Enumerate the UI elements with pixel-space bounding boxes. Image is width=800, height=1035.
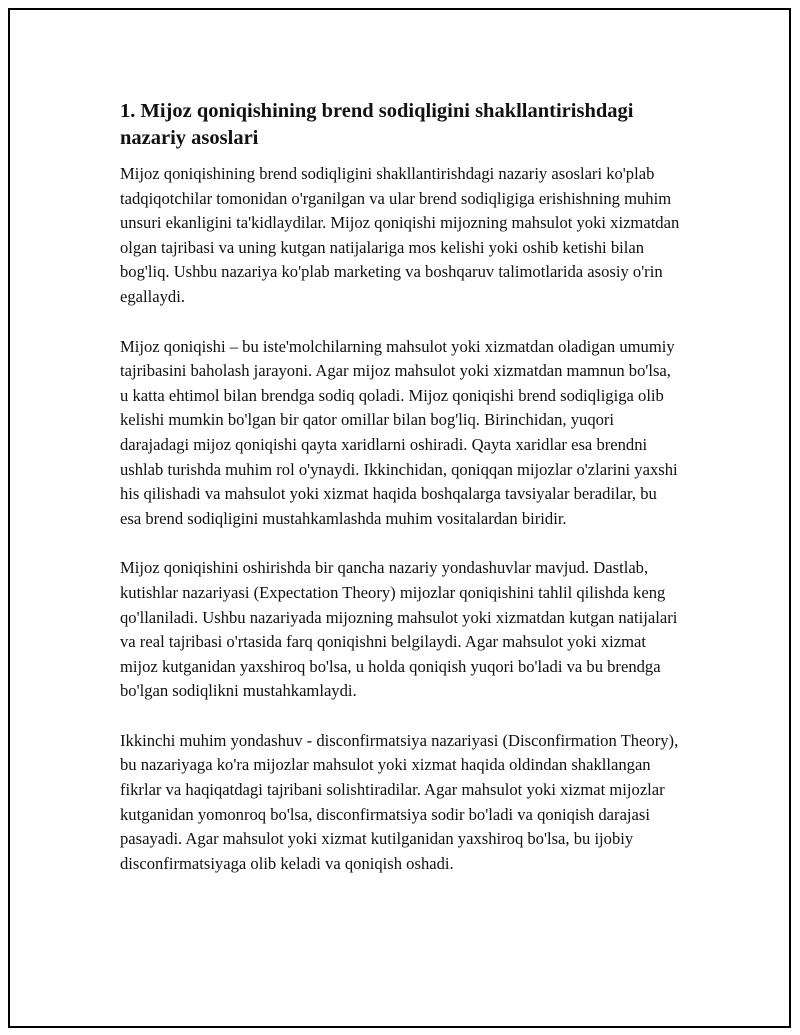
paragraph-4: Ikkinchi muhim yondashuv - disconfirmatsiya nazariyasi (Disconfirmation Theory), bu nazariyaga ko'ra mijozlar mahsulot yoki xizmat haqida oldindan shakllangan fikrlar va haqiqatdagi tajribani solishtiradilar. Agar mahsulot yoki xizmat mijozlar kutganidan yomonroq bo'lsa, disconfirmatsiya sodir bo'ladi va qoniqish darajasi pasayadi. Agar mahsulot yoki xizmat kutilganidan yaxshiroq bo'lsa, bu ijobiy disconfirmatsiyaga olib keladi va qoniqish oshadi.	[120, 730, 679, 873]
paragraph-1: Mijoz qoniqishining brend sodiqligini shakllantirishdagi nazariy asoslari ko'plab tadqiqotchilar tomonidan o'rganilgan va ular brend sodiqligiga erishishning muhim unsuri ekanligini ta'kidlaydilar. Mijoz qoniqishi mijozning mahsulot yoki xizmatdan olgan tajribasi va uning kutgan natijalariga mos kelishi yoki oshib ketishi bilan bog'liq. Ushbu nazariya ko'plab marketing va boshqaruv talimotlarida asosiy o'rin egallaydi.	[120, 164, 680, 306]
document-body	[120, 98, 680, 901]
document-page	[8, 8, 791, 1028]
paragraph-2: Mijoz qoniqishi – bu iste'molchilarning mahsulot yoki xizmatdan oladigan umumiy tajribasini baholash jarayoni. Agar mijoz mahsulot yoki xizmatdan mamnun bo'lsa, u katta ehtimol bilan brendga sodiq qoladi. Mijoz qoniqishi brend sodiqligiga olib kelishi mumkin bo'lgan bir qator omillar bilan bog'liq. Birinchidan, yuqori darajadagi mijoz qoniqishi qayta xaridlarni oshiradi. Qayta xaridlar esa brendni ushlab turishda muhim rol o'ynaydi. Ikkinchidan, qoniqqan mijozlar o'zlarini yaxshi his qilishadi va mahsulot yoki xizmat haqida boshqalarga tavsiyalar beradilar, bu esa brend sodiqligini mustahkamlashda muhim vositalardan biridir.	[120, 336, 678, 528]
section-title: 1. Mijoz qoniqishining brend sodiqligini shakllantirishdagi nazariy asoslari	[120, 100, 634, 149]
paragraph-3: Mijoz qoniqishini oshirishda bir qancha nazariy yondashuvlar mavjud. Dastlab, kutishlar nazariyasi (Expectation Theory) mijozlar qoniqishini tahlil qilishda keng qo'llaniladi. Ushbu nazariyada mijozning mahsulot yoki xizmatdan kutgan natijalari va real tajribasi o'rtasida farq qoniqishni belgilaydi. Agar mahsulot yoki xizmat mijoz kutganidan yaxshiroq bo'lsa, u holda qoniqish yuqori bo'ladi va bu brendga bo'lgan sodiqlikni mustahkamlaydi.	[120, 558, 678, 701]
